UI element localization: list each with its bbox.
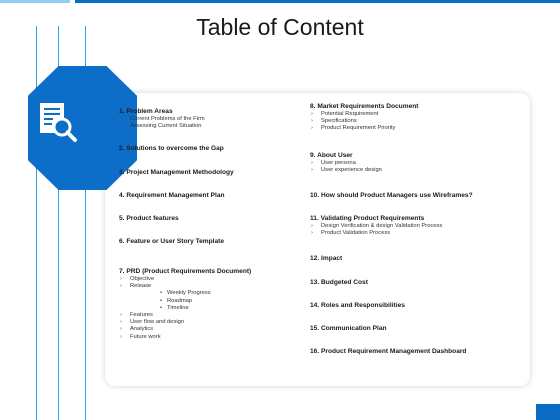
- toc-item-label: 1. Problem Areas: [119, 108, 173, 115]
- document-search-icon: [38, 101, 78, 145]
- toc-item-communication[interactable]: [310, 325, 387, 333]
- toc-item-budgeted-cost[interactable]: [310, 279, 368, 287]
- toc-subitem: › Future work: [119, 334, 251, 341]
- toc-subitem: › Release: [119, 283, 251, 290]
- toc-subitem: › Analytics: [119, 326, 251, 333]
- toc-item-methodology[interactable]: [119, 169, 234, 177]
- toc-item-label: 13. Budgeted Cost: [310, 279, 368, 286]
- toc-item-label: 16. Product Requirement Management Dashboard: [310, 348, 467, 355]
- toc-subsubitem: • Timeline: [119, 305, 251, 312]
- toc-subsubitem: • Roadmap: [119, 298, 251, 305]
- toc-item-requirement-plan[interactable]: [119, 192, 225, 200]
- toc-subitem: › Features: [119, 312, 251, 319]
- toc-item-product-features[interactable]: [119, 215, 179, 223]
- toc-item-impact[interactable]: [310, 255, 342, 263]
- decorative-line: [36, 26, 37, 420]
- toc-item-label: 3. Project Management Methodology: [119, 169, 234, 176]
- toc-item-dashboard[interactable]: [310, 348, 466, 356]
- toc-subitem: › Design Verification & design Validation Process: [310, 223, 442, 230]
- toc-item-solutions[interactable]: [119, 145, 224, 153]
- toc-subitem: › Assessing Current Situation: [119, 123, 205, 130]
- toc-item-label: 10. How should Product Managers use Wireframes?: [310, 192, 473, 199]
- toc-item-label: 2. Solutions to overcome the Gap: [119, 145, 224, 152]
- toc-item-wireframes[interactable]: [310, 192, 473, 200]
- toc-subitem: › Current Problems of the Firm: [119, 116, 205, 123]
- toc-item-problem-areas[interactable]: [119, 108, 205, 130]
- toc-subitem: › Objective: [119, 276, 251, 283]
- toc-item-label: 15. Communication Plan: [310, 325, 387, 332]
- top-accent-bar: [0, 0, 560, 3]
- top-bar-light-segment: [0, 0, 70, 3]
- toc-item-label: 14. Roles and Responsibilities: [310, 302, 405, 309]
- toc-item-label: 8. Market Requirements Document: [310, 103, 419, 110]
- top-bar-dark-segment: [75, 0, 560, 3]
- toc-item-label: 12. Impact: [310, 255, 343, 262]
- toc-subitem: › Specifications: [310, 118, 418, 125]
- toc-item-roles[interactable]: [310, 302, 405, 310]
- corner-accent: [536, 404, 560, 420]
- toc-item-label: 7. PRD (Product Requirements Document): [119, 268, 252, 275]
- toc-item-market-requirements[interactable]: [310, 103, 418, 133]
- toc-subitem: › User flow and design: [119, 319, 251, 326]
- toc-subitem: › Potential Requirement: [310, 111, 418, 118]
- page-title: Table of Content: [196, 14, 364, 40]
- toc-item-about-user[interactable]: [310, 152, 382, 174]
- toc-item-label: 5. Product features: [119, 215, 179, 222]
- toc-item-validating[interactable]: [310, 215, 442, 237]
- toc-item-label: 6. Feature or User Story Template: [119, 238, 225, 245]
- toc-subitem: › Product Validation Process: [310, 230, 442, 237]
- toc-subitem: › Product Requirement Priority: [310, 125, 418, 132]
- toc-subitem: › User experience design: [310, 167, 382, 174]
- toc-subitem: › User persona: [310, 160, 382, 167]
- toc-item-label: 9. About User: [310, 152, 353, 159]
- toc-item-feature-template[interactable]: [119, 238, 224, 246]
- toc-item-label: 11. Validating Product Requirements: [310, 215, 425, 222]
- toc-item-prd[interactable]: [119, 268, 251, 341]
- toc-item-label: 4. Requirement Management Plan: [119, 192, 225, 199]
- toc-subsubitem: • Weekly Progress: [119, 290, 251, 297]
